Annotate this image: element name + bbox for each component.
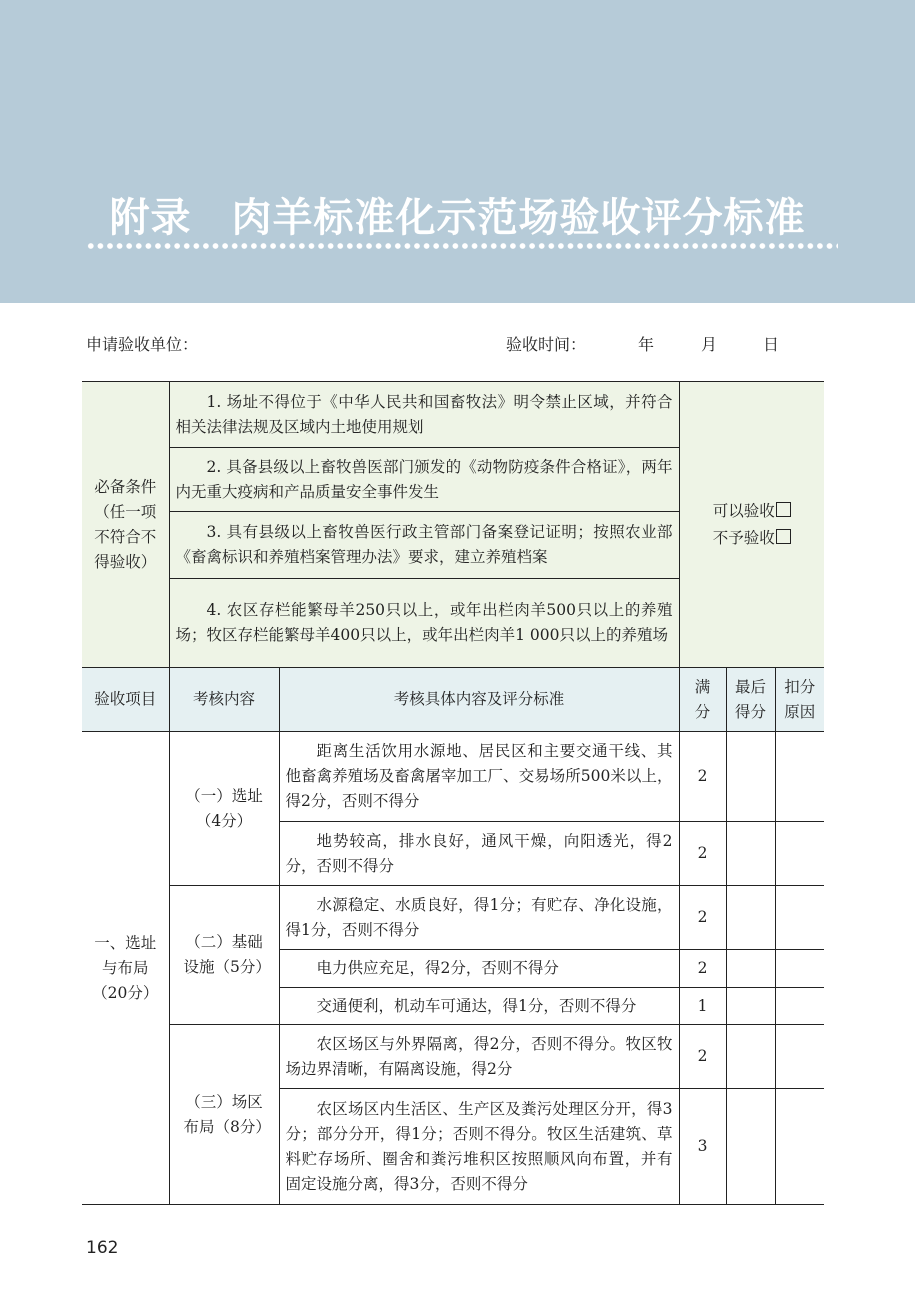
full-score: 2 — [679, 950, 726, 988]
page-number: 162 — [86, 1238, 119, 1258]
requirement-item: 1. 场址不得位于《中华人民共和国畜牧法》明令禁止区域，并符合相关法律法规及区域内土地使用规划 — [169, 382, 679, 448]
header-content: 考核内容 — [169, 668, 279, 732]
dotted-divider — [86, 242, 838, 250]
group-label: （一）选址（4分） — [169, 732, 279, 886]
requirements-label: 必备条件（任一项不符合不得验收） — [82, 382, 169, 668]
reject-option[interactable]: 不予验收 — [684, 525, 821, 552]
criteria-text: 农区场区与外界隔离，得2分，否则不得分。牧区牧场边界清晰，有隔离设施，得2分 — [279, 1025, 679, 1089]
full-score: 2 — [679, 732, 726, 822]
deduction-reason-cell[interactable] — [775, 732, 824, 822]
title-banner — [0, 0, 915, 303]
criteria-text: 距离生活饮用水源地、居民区和主要交通干线、其他畜禽养殖场及畜禽屠宰加工厂、交易场所500米以上，得2分，否则不得分 — [279, 732, 679, 822]
full-score: 1 — [679, 988, 726, 1025]
final-score-cell[interactable] — [726, 822, 775, 886]
criteria-text: 地势较高，排水良好，通风干燥，向阳透光，得2分，否则不得分 — [279, 822, 679, 886]
header-final-score: 最后得分 — [726, 668, 775, 732]
full-score: 2 — [679, 886, 726, 950]
header-item: 验收项目 — [82, 668, 169, 732]
page-title — [0, 186, 915, 243]
final-score-cell[interactable] — [726, 1025, 775, 1089]
full-score: 2 — [679, 1025, 726, 1089]
group-label: （二）基础设施（5分） — [169, 886, 279, 1025]
header-deduction-reason: 扣分原因 — [775, 668, 824, 732]
deduction-reason-cell[interactable] — [775, 950, 824, 988]
final-score-cell[interactable] — [726, 988, 775, 1025]
deduction-reason-cell[interactable] — [775, 988, 824, 1025]
header-full-score: 满分 — [679, 668, 726, 732]
full-score: 3 — [679, 1089, 726, 1205]
day-label: 日 — [763, 335, 780, 354]
requirement-item: 3. 具有县级以上畜牧兽医行政主管部门备案登记证明；按照农业部《畜禽标识和养殖档案管理办法》要求，建立养殖档案 — [169, 512, 679, 579]
title-main: 肉羊标准化示范场验收评分标准 — [231, 195, 806, 241]
month-label: 月 — [701, 335, 718, 354]
criteria-text: 电力供应充足，得2分，否则不得分 — [279, 950, 679, 988]
final-score-cell[interactable] — [726, 950, 775, 988]
reject-checkbox[interactable] — [776, 529, 791, 544]
deduction-reason-cell[interactable] — [775, 886, 824, 950]
title-appendix: 附录 — [109, 195, 192, 241]
criteria-text: 交通便利，机动车可通达，得1分，否则不得分 — [279, 988, 679, 1025]
group-label: （三）场区布局（8分） — [169, 1025, 279, 1205]
deduction-reason-cell[interactable] — [775, 1089, 824, 1205]
accept-checkbox[interactable] — [776, 502, 791, 517]
full-score: 2 — [679, 822, 726, 886]
year-label: 年 — [638, 335, 655, 354]
requirement-item: 2. 具备县级以上畜牧兽医部门颁发的《动物防疫条件合格证》，两年内无重大疫病和产品质量安全事件发生 — [169, 448, 679, 512]
scoring-table — [82, 381, 824, 1205]
time-label: 验收时间： — [506, 335, 587, 354]
header-criteria: 考核具体内容及评分标准 — [279, 668, 679, 732]
criteria-text: 水源稳定、水质良好，得1分；有贮存、净化设施，得1分，否则不得分 — [279, 886, 679, 950]
deduction-reason-cell[interactable] — [775, 1025, 824, 1089]
criteria-text: 农区场区内生活区、生产区及粪污处理区分开，得3分；部分分开，得1分；否则不得分。牧区生活建筑、草料贮存场所、圈舍和粪污堆积区按照顺风向布置，并有固定设施分离，得3分，否则不得分 — [279, 1089, 679, 1205]
section-label: 一、选址与布局（20分） — [82, 732, 169, 1205]
acceptance-decision — [679, 382, 824, 668]
final-score-cell[interactable] — [726, 732, 775, 822]
final-score-cell[interactable] — [726, 886, 775, 950]
requirement-item: 4. 农区存栏能繁母羊250只以上，或年出栏肉羊500只以上的养殖场；牧区存栏能繁母羊400只以上，或年出栏肉羊1 000只以上的养殖场 — [169, 579, 679, 668]
final-score-cell[interactable] — [726, 1089, 775, 1205]
deduction-reason-cell[interactable] — [775, 822, 824, 886]
applicant-label: 申请验收单位： — [86, 335, 199, 354]
accept-option[interactable]: 可以验收 — [684, 498, 821, 525]
